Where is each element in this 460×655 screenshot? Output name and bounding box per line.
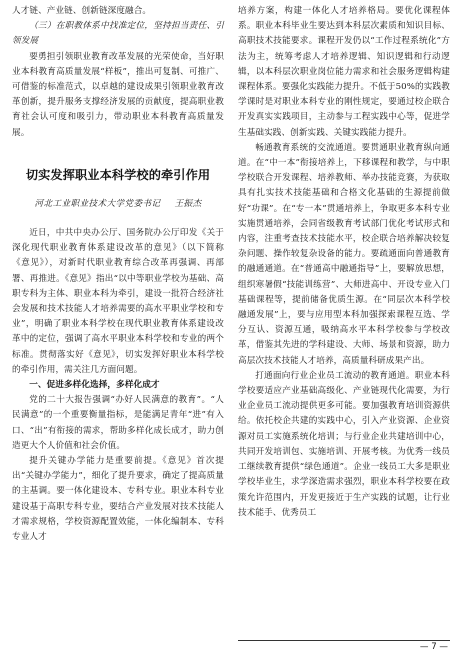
paragraph: 培养方案，构建一体化人才培养格局。要优化课程体系。职业本科毕业生要达到本科层次素质和知识目标、高职技术技能要求。课程开发仍以“工作过程系统化”方法为主，统筹考虑人才培养逻辑、知识逻辑和行动逻辑，以本科层次职业岗位能力需求和社会服务逻辑构建课程体系。要强化实践能力提升。不低于50%的实践教学课时是对职业本科专业的刚性规定，要通过校企联合开发真实实践项目，主动参与工程实践中心等，促进学生基础实践、创新实践、关键实践能力提升。	[238, 6, 450, 138]
right-column	[238, 4, 450, 521]
subsection-heading: （三）在职教体系中找准定位，坚持担当责任、引领发展	[12, 21, 224, 47]
paragraph: 党的二十大报告强调“办好人民满意的教育”。“人民满意”的一个重要衡量指标，是能满足青年“进”有入口、“出”有衔接的需求，帮助多样化成长成才，助力创造更大个人价值和社会价值。	[12, 395, 224, 451]
byline-author: 王振杰	[174, 198, 202, 209]
paragraph: 畅通教育系统的交流通道。要贯通职业教育纵向通道。在“中一本”衔接培养上，下移课程和教学，与中职学校联合开发课程、培养教师、举办技能竞赛，为获取具有扎实技术技能基础和合格文化基础的生源提前做好“功课”。在“专一本”贯通培养上，争取更多本科专业实施贯通培养，会同省级教育考试部门优化考试形式和内容，注重考查技术技能水平，校企联合培养解决较复杂问题、操作较复杂设备的能力。要疏通面向普通教育的融通通道。在“普通高中融通指导”上，要解放思想，组织寒暑假“技能训练营”、大师进高中、开设专业入门基础课程等，提前储备优质生源。在“同层次本科学校融通发展”上，要与应用型本科加强探索课程互选、学分互认、资源互通，吸纳高水平本科学校参与学校改革，借鉴其先进的学科建设、大师、场景和资源，助力高层次技术技能人才培养，高质量科研成果产出。	[238, 142, 450, 366]
paragraph: 提升关键办学能力是重要前提。《意见》首次提出“关键办学能力”，细化了提升要求，确定了提高质量的主基调。要一体化建设本、专科专业。职业本科专业建设基于高职专科专业，要结合产业发展对技术技能人才需求规格，学校资源配置效能，一体化编制本、专科专业人才	[12, 456, 224, 543]
footer-rule	[238, 640, 450, 641]
section-heading: 一、促进多样化选择，多样化成才	[29, 380, 160, 391]
byline-affiliation: 河北工业职业技术大学党委书记	[34, 198, 161, 209]
article-title: 切实发挥职业本科学校的牵引作用	[25, 167, 211, 182]
paragraph: 近日，中共中央办公厅、国务院办公厅印发《关于深化现代职业教育体系建设改革的意见》（以下简称《意见》），对新时代职业教育综合改革再强调、再部署、再推进。《意见》指出“以中等职业学校为基础、高职专科为主体、职业本科为牵引，建设一批符合经济社会发展和技术技能人才培养需要的高水平职业学校和专业”，明确了职业本科学校在现代职业教育体系建设改革中的定位，强调了高水平职业本科学校和专业的两个标准。贯彻落实好《意见》，切实发挥好职业本科学校的牵引作用，需关注几方面问题。	[12, 228, 224, 375]
left-column	[12, 4, 224, 545]
byline	[12, 197, 224, 212]
paragraph: 要勇担引领职业教育改革发展的光荣使命，当好职业本科教育高质量发展“样板”，推出可复制、可推广、可借鉴的标准范式，以卓越的建设成果引领职业教育改革创新，提升服务支撑经济发展的贡献度，提高职业教育社会认可度和吸引力，带动职业本科教育高质量发展。	[12, 51, 224, 138]
paragraph: 人才链、产业链、创新链深度融合。	[12, 6, 152, 16]
paragraph: 打通面向行业企业员工流动的教育通道。职业本科学校要适应产业基础高级化、产业链现代化需要，为行业企业员工流动提供更多可能。要加强教育培训资源供给。依托校企共建的实践中心，引入产业资源、企业资源对员工实施系统化培训；与行业企业共建培训中心，共同开发培训包、实施培训、开展考核。为优秀一线员工继续教育提供“绿色通道”。企业一线员工大多是职业学校毕业生，求学深造需求强烈，职业本科学校要在政策允许范围内，开发更接近于生产实践的试题，让行业技术能手、优秀员工	[238, 370, 450, 518]
page-number: — 7 —	[419, 642, 448, 652]
